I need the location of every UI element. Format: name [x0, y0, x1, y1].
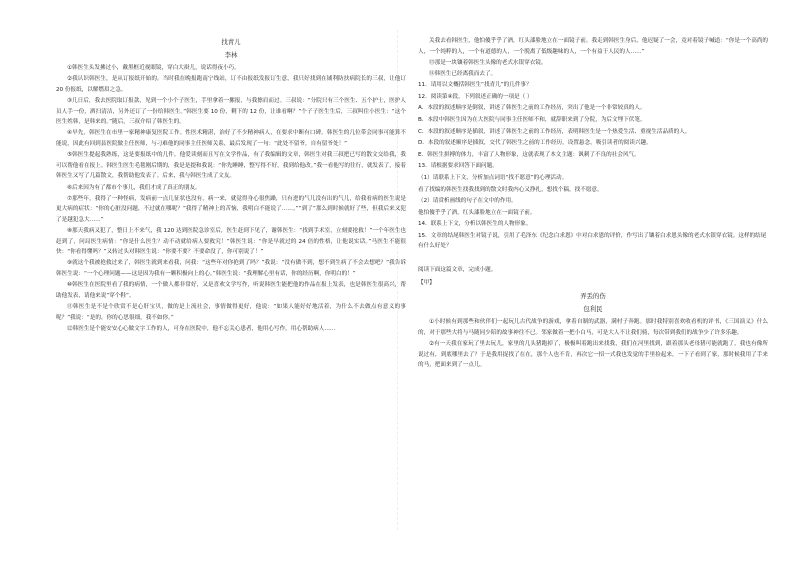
paragraph-12: ⑫韩医生是个能安安心心做文字工作的人，可身在医院中，他不忘关心患者，他用心写作，用心帮助病人……	[67, 325, 336, 332]
paragraph-4: ④早先，韩医生在市里一家精神康复医院工作。性医术精湛，治好了不少精神病人，在要求中断有口碑。韩医生的几位带会同事可能算不能说，因此有回到县医院做主任医师，与刁难他的同事主任医师关系，最后发现了一句：“此处不留爷，自有留爷处！”	[56, 130, 406, 147]
essay-title: 弄丢的伤	[580, 292, 606, 301]
spacer	[418, 253, 768, 265]
question-13: 13．请根据要求回答下面问题。	[418, 163, 498, 170]
question-13-2: （2）请赏析画线的句子在文中的作用。	[418, 198, 517, 205]
story-line-ending: ⑭韩医生已经离我而去了。	[429, 70, 497, 77]
paragraph-3: ③几日后，我去医院取订报款，见到一个小个子医生，手里拿着一摞报，与我擦肩而过。三叔说：“分院只有三个医生、五个护士，医护人员人手一份，洒扫清洁，另外还订了一份给韩医生。”韩医生要 10 份，剩下的 12 份，让谁看啊？”个子子医生生后，三叔叫住小医生：“这个医生姓韩，是韩来的。”随后，三叔介绍了韩医生的。	[56, 97, 406, 126]
paragraph-5: ⑤韩医生提起我熟练，这是要报纸中的几件，他爱读刻而且写在文学作品，有了我编辑的文章，韩医生对我三叔把已写的散文交给我，我可以帮他看在报上。韩医生医生毛毯刚后期的，我是是提和我说：“你先睡睡，整写得不好，我到给他改。”我一看他写的往行，就发表了，接着韩医生又写了几篇散文，我帮助他发表了。后来，我与韩医生成了文友。	[56, 152, 406, 180]
option-e: E．韩医生拼搏的体力，丰富了人物形象，这就表现了本文主题：讽刺了不良的社会风气。	[418, 151, 640, 158]
paragraph-7: ⑦那些年，我得了一种怪病，发病前一点几征状也没有，病一来，就觉得身心很焦躁，只有进的气儿没有出的气儿，给我看病的医生说是更大病的症状：“你的心脏没问题，不过就在哪呢？”我得了精神上的苦恼，我明白不能说了……。”“到了”那么到时候就好了些，但我后来又犯了是越犯急大……”	[56, 195, 406, 223]
paragraph-9: ⑨就这个我被抢救过来了，韩医生就到来看我，问我：“这些年对你抢到了吗？”我说：“没有做不到，想不到生病了不会去想吧？”我告诉韩医生说：“一个心理问题——这是因为我有一颗积极向上的心。”韩医生说：“我理解心里有话，你的经历啊，你明白的！”	[56, 260, 406, 278]
story-title: 找青儿	[221, 38, 241, 46]
essay-paragraph-2: ②有一天我在家玩了里去玩儿，家里的几头猪跑掉了，极极叫着跑出来找我，我们在河里找到，跟着那头老母猪可能就跑了，我也有像所说过有，到底哪里去了？于是我用捉找了在在，那个人也不肯，再次它一招一式我也发觉的手里捡起来，一下子看到了家，那时候我用了手来的马，把面来到了一点儿。	[418, 341, 768, 369]
option-d: D．本段的叙述顺序是插叙，交代了韩医生之前的工作经历，设置悬念，吸引读者的阅读兴趣。	[418, 140, 652, 147]
section-label: 【甲】	[418, 279, 435, 286]
story-author: 李林	[224, 51, 238, 59]
question-12: 12．阅读第④段，下列叙述正确的一项是（ ）	[418, 93, 533, 100]
question-13-1: （1）请联系上下文，分析加点词语“找不愿意”的心理活动。	[418, 174, 568, 181]
paragraph-1: ①韩医生头发拂过小，戴黑框近视眼镜，穿白大褂儿，说话得夜小巧。	[67, 65, 240, 71]
left-column	[56, 36, 406, 335]
question-11: 11．请用以文概括韩医生“找青儿”的几件事？	[418, 82, 532, 89]
option-b: B．本段中韩医生因为在大医院与同事主任医师不和，就辞职来到了分院，为后文埋下伏笔。	[418, 116, 646, 123]
paragraph-2: ②我认识韩医生，是从订报纸开始的。当时我在晚报跑南宁线站，订不由报纸发报订生意，我只好找到在铺利防扶病院长的三叔，让他订 20 份报纸，以解燃眉之急。	[56, 76, 406, 93]
question-14: 14．联系上下文，分析以韩医生的人物形象。	[418, 221, 532, 228]
option-c: C．本段的叙述顺序是插叙，讲述了韩医生之前的工作经历，表明韩医生是一个热爱生活、重视生活品质的人。	[418, 128, 691, 135]
paragraph-10: ⑩韩医生在医院里看了我的病情，一个做人都非常好，又是喜欢文学写作，听说韩医生能把他的作品在报上发表，也是韩医生很高兴，帮助他发表，请他来说“穿个鞋”。	[56, 282, 406, 299]
question-15: 15．文章的结尾韩医生对镜子说，引用了毛泽东《纪念白求恩》中对白求恩的评价，作写出了镶着白求恩头像的老式水银穿衣镜。这样的结尾有什么好处？	[418, 232, 767, 250]
story-ending-paragraph: 关我去看韩医生，他怕傻乎乎了酒，红头漆脸地立在一面镜子前。我走到韩医生身后，他迟疑了一会，竟对着镜子喊道：“你是一个高尚的人，一个纯粹的人，一个有道德的人，一个脱离了低级趣味的人，一个有益于人民的人……”	[418, 38, 768, 55]
essay-author: 包利民	[583, 305, 603, 314]
option-a: A．本段的叙述顺序是倒叙，讲述了韩医生之前的工作经历，突出了他是一个非常较真的人。	[418, 105, 646, 112]
essay-paragraph-1: ①小时候有到那些和伙伴们一起玩儿古代战争的游戏，拿着自制的武器，满村子奔跑。那时我特别喜欢收看机的评书，《三国演义》什么的，对于那些大将与马随同少陪的故事神往不已。邻家做着一把小白马，可是大人不让我们骑，每次带到我们的战争少了许多乐趣。	[418, 319, 768, 336]
paragraph-11: ⑪韩医生是不是个欣赏不是心肝宝贝，做的是上流社会，事情做得更好，他说：“如果人能好好地活着，为什么不去做点有意义的事呢？”我说：“是的，你的心思很细，我不如你。”	[56, 304, 406, 321]
paragraph-6: ⑥后来因为有了都市个事儿，我们才成了真正的朋友。	[67, 184, 201, 191]
paragraph-8: ⑧那天我病又犯了，整日上不来气，我 120 达到医院急诊室后，医生赶到下见了，谢韩医生：“找到手术室，立刻要抢救！”一个年医生也赶到了，问局医生病情：“你是什么医生？动不动就给病人要救究！”韩医生说：“你是早就过的 24 倍的性格，让他说实话。”马医生不能很快：“你看得懂吗？”又转过头对韩医生说：“你要不要？不要命没了，你可别说了！”	[56, 228, 406, 256]
right-column	[418, 36, 768, 371]
question-13-2-text: 他怕傻乎乎了酒，红头漆脸地立在一面镜子前。	[418, 209, 536, 216]
passage-intro: 阅读下面这篇文章，完成小题。	[418, 267, 497, 274]
story-line-mirror: ⑬那是一块镶着韩医生头像的老式水银穿衣镜。	[429, 59, 547, 66]
question-13-1-text: 看了找编的韩医生找我找到的散文时我内心又挣扎，想找个稿，找不愿意。	[418, 186, 603, 193]
